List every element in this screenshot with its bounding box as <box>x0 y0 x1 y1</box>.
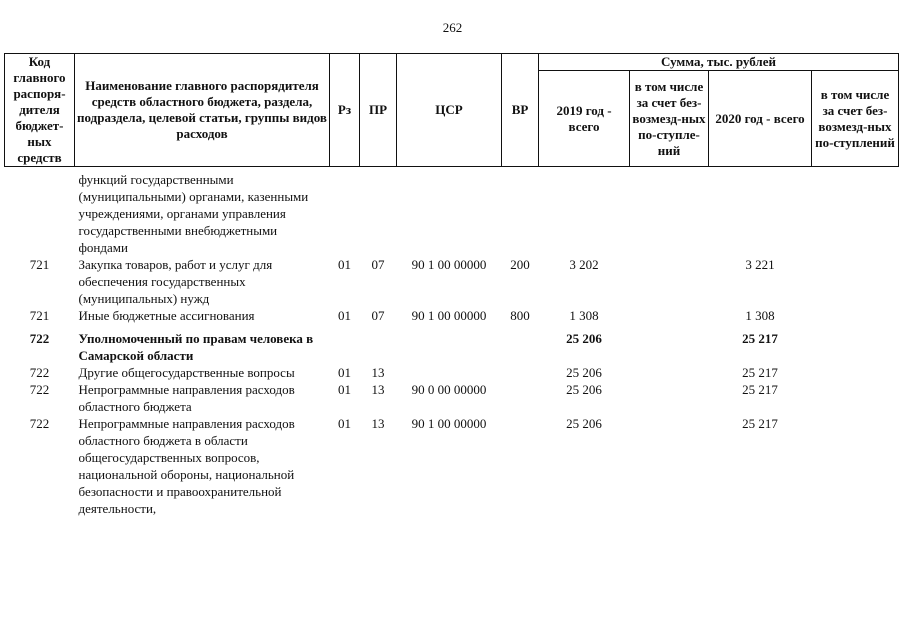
row-name: Закупка товаров, работ и услуг для обеспечения государственных (муниципальных) нужд <box>78 257 273 306</box>
row-pr <box>360 167 397 257</box>
row-csr: 90 1 00 00000 <box>411 308 487 323</box>
row-2020-gratuitous <box>812 167 899 257</box>
header-2020-gratuitous: в том числе за счет без-возмезд-ных по-ступлений <box>812 71 899 167</box>
row-2020-total: 25 217 <box>742 416 778 431</box>
row-2020-gratuitous <box>812 415 899 517</box>
row-csr: 90 0 00 00000 <box>411 382 487 397</box>
table-row <box>5 307 899 324</box>
header-name: Наименование главного распорядителя средств областного бюджета, раздела, подраздела, целевой статьи, группы видов расходов <box>75 54 330 167</box>
row-vr <box>502 364 539 381</box>
row-pr: 13 <box>371 416 385 431</box>
header-vr: ВР <box>502 54 539 167</box>
row-pr <box>360 330 397 364</box>
row-2020-gratuitous <box>812 364 899 381</box>
row-2020-total: 25 217 <box>742 365 778 380</box>
row-2019-gratuitous <box>630 256 709 307</box>
row-2019-total: 3 202 <box>569 257 599 272</box>
row-pr: 13 <box>371 382 385 397</box>
row-name: Непрограммные направления расходов областного бюджета в области общегосударственных вопросов, национальной обороны, национальной безопасности и правоохранительной деятельности, <box>78 416 295 516</box>
row-csr <box>397 364 502 381</box>
row-2019-total <box>539 167 630 257</box>
row-code: 721 <box>29 257 50 272</box>
page-number: 262 <box>442 20 463 35</box>
row-rz: 01 <box>338 308 351 323</box>
row-2020-total: 3 221 <box>745 257 775 272</box>
table-row <box>5 256 899 307</box>
row-2019-gratuitous <box>630 415 709 517</box>
row-2019-gratuitous <box>630 381 709 415</box>
row-name: функций государственными (муниципальными) органами, казенными учреждениями, органами управления государственными внебюджетными фондами <box>78 172 309 255</box>
row-2020-total: 25 217 <box>742 331 778 346</box>
row-2019-total: 25 206 <box>566 382 602 397</box>
row-2019-total: 25 206 <box>566 331 602 346</box>
row-csr <box>397 167 502 257</box>
row-2019-total: 1 308 <box>569 308 599 323</box>
row-rz: 01 <box>338 382 351 397</box>
budget-table <box>4 53 899 517</box>
row-2020-gratuitous <box>812 330 899 364</box>
row-vr <box>502 330 539 364</box>
row-2020-total: 1 308 <box>745 308 775 323</box>
table-row <box>5 167 899 257</box>
row-2019-gratuitous <box>630 167 709 257</box>
row-2020-gratuitous <box>812 256 899 307</box>
table-row <box>5 330 899 364</box>
row-2019-gratuitous <box>630 330 709 364</box>
row-vr: 800 <box>510 308 530 323</box>
row-pr: 13 <box>371 365 385 380</box>
table-row <box>5 415 899 517</box>
row-2020-gratuitous <box>812 381 899 415</box>
row-vr <box>502 415 539 517</box>
row-2019-total: 25 206 <box>566 365 602 380</box>
row-rz: 01 <box>338 416 351 431</box>
header-sum: Сумма, тыс. рублей <box>539 54 899 71</box>
row-pr: 07 <box>371 257 385 272</box>
row-2020-gratuitous <box>812 307 899 324</box>
row-code: 722 <box>29 382 50 397</box>
row-name: Иные бюджетные ассигнования <box>78 308 255 323</box>
row-2019-total: 25 206 <box>566 416 602 431</box>
header-2020-total: 2020 год - всего <box>709 71 812 167</box>
row-name: Другие общегосударственные вопросы <box>78 365 295 380</box>
row-rz <box>330 167 360 257</box>
row-name: Уполномоченный по правам человека в Самарской области <box>78 331 314 363</box>
header-pr: ПР <box>360 54 397 167</box>
row-csr: 90 1 00 00000 <box>411 416 487 431</box>
header-2019-total: 2019 год - всего <box>539 71 630 167</box>
row-pr: 07 <box>371 308 385 323</box>
row-csr <box>397 330 502 364</box>
row-2020-total: 25 217 <box>742 382 778 397</box>
row-vr <box>502 167 539 257</box>
row-rz: 01 <box>338 365 351 380</box>
header-csr: ЦСР <box>397 54 502 167</box>
table-row <box>5 364 899 381</box>
row-rz <box>330 330 360 364</box>
row-2019-gratuitous <box>630 364 709 381</box>
row-code: 721 <box>29 308 50 323</box>
row-vr <box>502 381 539 415</box>
row-vr: 200 <box>510 257 530 272</box>
row-2019-gratuitous <box>630 307 709 324</box>
row-2020-total <box>709 167 812 257</box>
row-name: Непрограммные направления расходов областного бюджета <box>78 382 295 414</box>
header-code: Код главного распоря-дителя бюджет-ных средств <box>5 54 75 167</box>
row-code: 722 <box>29 365 50 380</box>
header-rz: Рз <box>330 54 360 167</box>
header-2019-gratuitous: в том числе за счет без-возмезд-ных по-ступле-ний <box>630 71 709 167</box>
table-row <box>5 381 899 415</box>
row-csr: 90 1 00 00000 <box>411 257 487 272</box>
row-code <box>5 167 75 257</box>
row-code: 722 <box>29 416 50 431</box>
row-rz: 01 <box>338 257 351 272</box>
row-code: 722 <box>29 331 50 346</box>
